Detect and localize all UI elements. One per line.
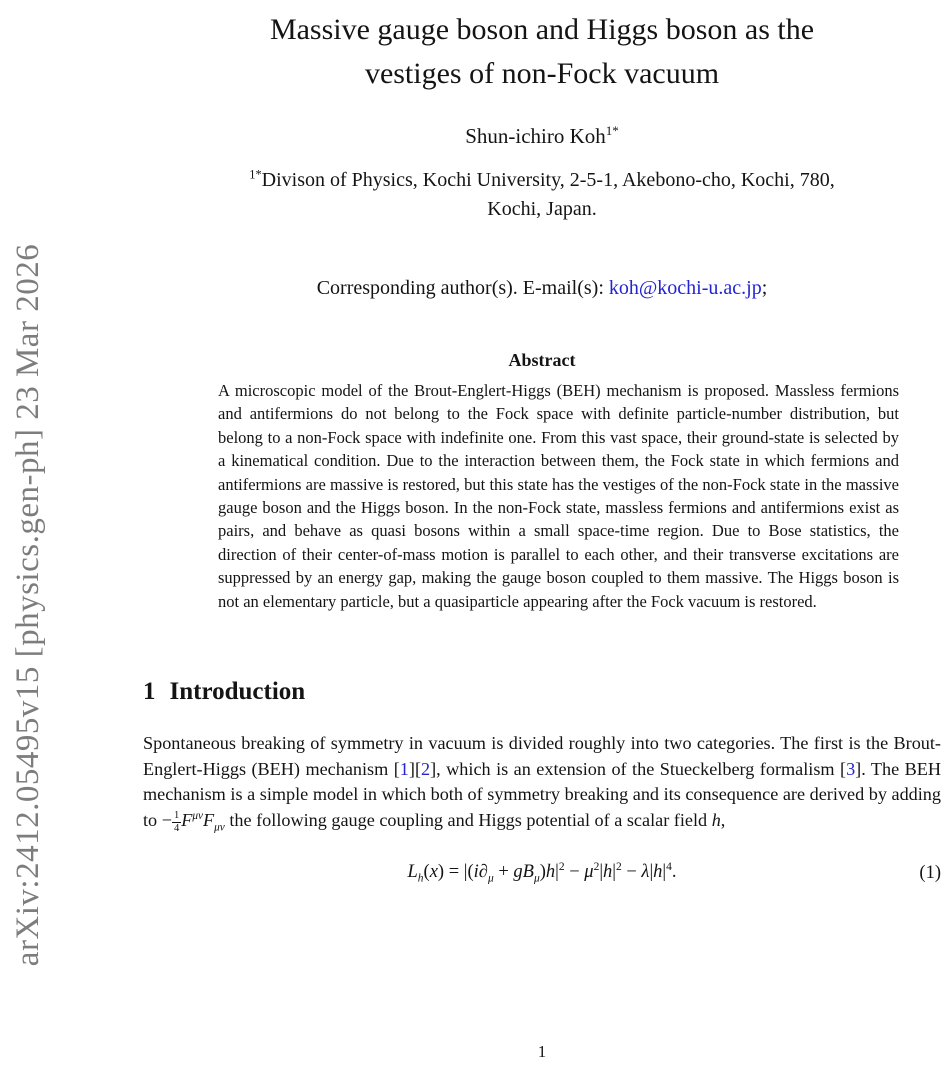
abstract-body: A microscopic model of the Brout-Englert-Higgs (BEH) mechanism is proposed. Massless fermions and antifermions do not belong to the Fock space with definite particle-number distribution, but belong to a non-Fock space with indefinite one. From this vast space, their ground-state is selected by a kinematical condition. Due to the interaction between them, the Fock state in which fermions and antifermions are massive is restored, but this state has the vestiges of the non-Fock state in the massive gauge boson and the Higgs boson. In the non-Fock state, massless fermions and antifermions exist as pairs, and behave as quasi bosons within a small space-time region. Due to Bose statistics, the direction of their center-of-mass motion is parallel to each other, and their transverse excitations are suppressed by an energy gap, making the gauge boson coupled to them massive. The Higgs boson is not an elementary particle, but a quasiparticle appearing after the Fock vacuum is restored. xyxy=(218,381,899,611)
affiliation: $^{1*}$Divison of Physics, Kochi University, 2-5-1, Akebono-cho, Kochi, 780, Kochi, Japan. xyxy=(249,167,835,220)
corresponding-line: Corresponding author(s). E-mail(s): koh@kochi-u.ac.jp; xyxy=(316,277,768,299)
section-heading-introduction xyxy=(143,675,941,709)
section-title: Introduction xyxy=(169,678,306,706)
paper-title: Massive gauge boson and Higgs boson as the vestiges of non-Fock vacuum xyxy=(269,13,815,90)
citation-2[interactable]: 2 xyxy=(421,758,431,779)
author-line: Shun-ichiro Koh$^{1*}$ xyxy=(465,123,619,148)
equation-body: $L_h(x) = |(i\partial_\mu + gB_\mu)h|^2 - \mu^2|h|^2 - \lambda|h|^4$. xyxy=(407,860,677,885)
section-number: 1 xyxy=(143,678,156,706)
paper-body xyxy=(143,0,941,883)
equation-1 xyxy=(143,862,941,883)
arxiv-stamp: arXiv:2412.05495v15 [physics.gen-ph] 23 Mar 2026 xyxy=(10,243,46,967)
abstract-heading: Abstract xyxy=(508,350,576,370)
page-number: 1 xyxy=(537,1042,547,1061)
equation-number: (1) xyxy=(919,863,941,883)
intro-paragraph: Spontaneous breaking of symmetry in vacuum is divided roughly into two categories. The first is the Brout-Englert-Higgs (BEH) mechanism [1][2], which is an extension of the Stueckelberg formalism [3]. The BEH mechanism is a simple model in which both of symmetry breaking and its consequence are derived by adding to − $\frac{1}{4}$ $F^{\mu\nu}F_{\mu\nu}$ the following gauge coupling and Higgs potential of a scalar field h, xyxy=(143,733,941,834)
citation-3[interactable]: 3 xyxy=(846,758,856,779)
citation-1[interactable]: 1 xyxy=(399,758,409,779)
email-link[interactable]: koh@kochi-u.ac.jp xyxy=(608,277,762,299)
